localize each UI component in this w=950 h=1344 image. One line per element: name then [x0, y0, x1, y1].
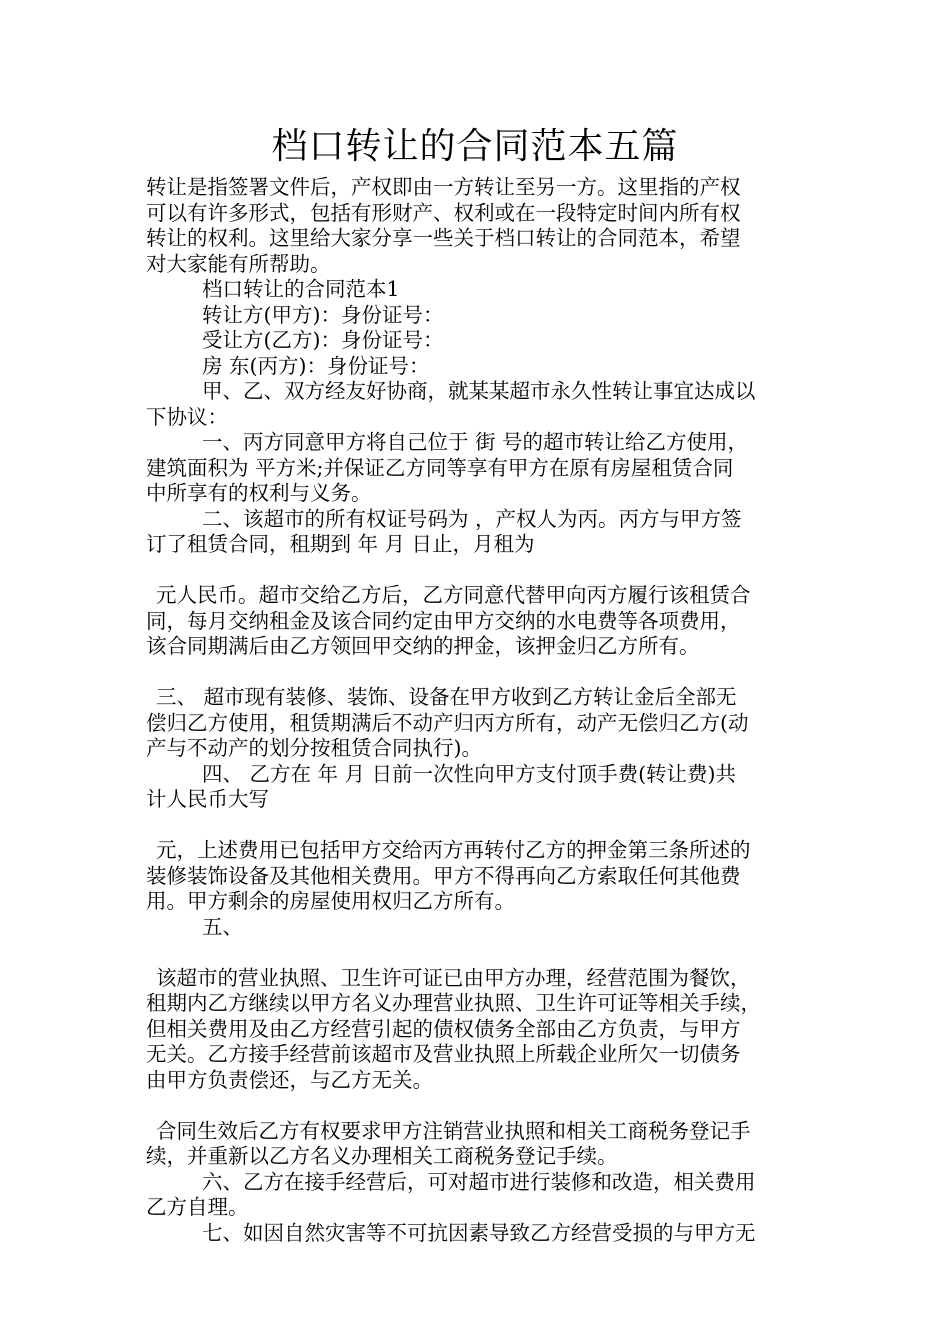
text-line: 租期内乙方继续以甲方名义办理营业执照、卫生许可证等相关手续， [146, 991, 761, 1015]
text-line: 可以有许多形式，包括有形财产、权利或在一段特定时间内所有权 [146, 200, 741, 225]
party-line: 受让方(乙方)：身份证号： [202, 328, 444, 352]
blank-line [146, 813, 818, 839]
text-line: 装修装饰设备及其他相关费用。甲方不得再向乙方索取任何其他费 [146, 863, 741, 888]
party-line: 房 东(丙方)：身份证号： [202, 353, 430, 378]
text-line: 中所享有的权利与义务。 [146, 481, 372, 505]
blank-line [146, 660, 818, 686]
party-line: 转让方(甲方)：身份证号： [202, 302, 444, 327]
blank-line [146, 1093, 818, 1119]
text-line: 用。甲方剩余的房屋使用权归乙方所有。 [146, 889, 515, 913]
text-line: 同，每月交纳租金及该合同约定由甲方交纳的水电费等各项费用， [146, 608, 741, 633]
clause-line: 一、丙方同意甲方将自己位于 街 号的超市转让给乙方使用， [202, 430, 749, 454]
clause-line: 三、 超市现有装修、装饰、设备在甲方收到乙方转让金后全部无 [156, 685, 737, 709]
text-line: 计人民币大写 [146, 787, 269, 811]
section-heading: 档口转让的合同范本1 [202, 277, 400, 301]
clause-line: 五、 [202, 914, 243, 939]
text-line: 偿归乙方使用，租赁期满后不动产归丙方所有，动产无偿归乙方(动 [146, 710, 749, 735]
blank-line [146, 940, 818, 966]
text-line: 但相关费用及由乙方经营引起的债权债务全部由乙方负责，与甲方 [146, 1016, 741, 1041]
text-line: 下协议： [146, 404, 228, 429]
text-line: 对大家能有所帮助。 [146, 251, 331, 276]
clause-line: 二、该超市的所有权证号码为 ，产权人为丙。丙方与甲方签 [202, 506, 742, 531]
text-line: 元，上述费用已包括甲方交给丙方再转付乙方的押金第三条所述的 [156, 838, 751, 862]
text-line: 该超市的营业执照、卫生许可证已由甲方办理，经营范围为餐饮， [156, 965, 751, 990]
text-line: 建筑面积为 平方米;并保证乙方同等享有甲方在原有房屋租赁合同 [146, 455, 734, 480]
text-line: 转让是指签署文件后，产权即由一方转让至另一方。这里指的产权 [146, 175, 741, 199]
text-line: 乙方自理。 [146, 1195, 249, 1219]
clause-line: 四、 乙方在 年 月 日前一次性向甲方支付顶手费(转让费)共 [202, 761, 737, 786]
clause-line: 六、乙方在接手经营后，可对超市进行装修和改造，相关费用 [202, 1169, 756, 1194]
text-line: 续，并重新以乙方名义办理相关工商税务登记手续。 [146, 1144, 618, 1168]
blank-line [146, 558, 818, 584]
text-line: 订了租赁合同，租期到 年 月 日止，月租为 [146, 532, 535, 556]
clause-line: 七、如因自然灾害等不可抗因素导致乙方经营受损的与甲方无 [202, 1220, 756, 1245]
text-line: 由甲方负责偿还，与乙方无关。 [146, 1067, 433, 1092]
document-title: 档口转让的合同范本五篇 [271, 126, 679, 167]
text-line: 甲、乙、双方经友好协商，就某某超市永久性转让事宜达成以 [202, 379, 756, 403]
text-line: 转让的权利。这里给大家分享一些关于档口转让的合同范本，希望 [146, 226, 741, 250]
text-line: 元人民币。超市交给乙方后，乙方同意代替甲向丙方履行该租赁合 [156, 583, 751, 607]
text-line: 产与不动产的划分按租赁合同执行)。 [146, 736, 482, 760]
text-line: 无关。乙方接手经营前该超市及营业执照上所载企业所欠一切债务 [146, 1042, 741, 1066]
text-line: 合同生效后乙方有权要求甲方注销营业执照和相关工商税务登记手 [156, 1118, 751, 1143]
text-line: 该合同期满后由乙方领回甲交纳的押金，该押金归乙方所有。 [146, 634, 700, 658]
document-body [146, 175, 818, 1246]
